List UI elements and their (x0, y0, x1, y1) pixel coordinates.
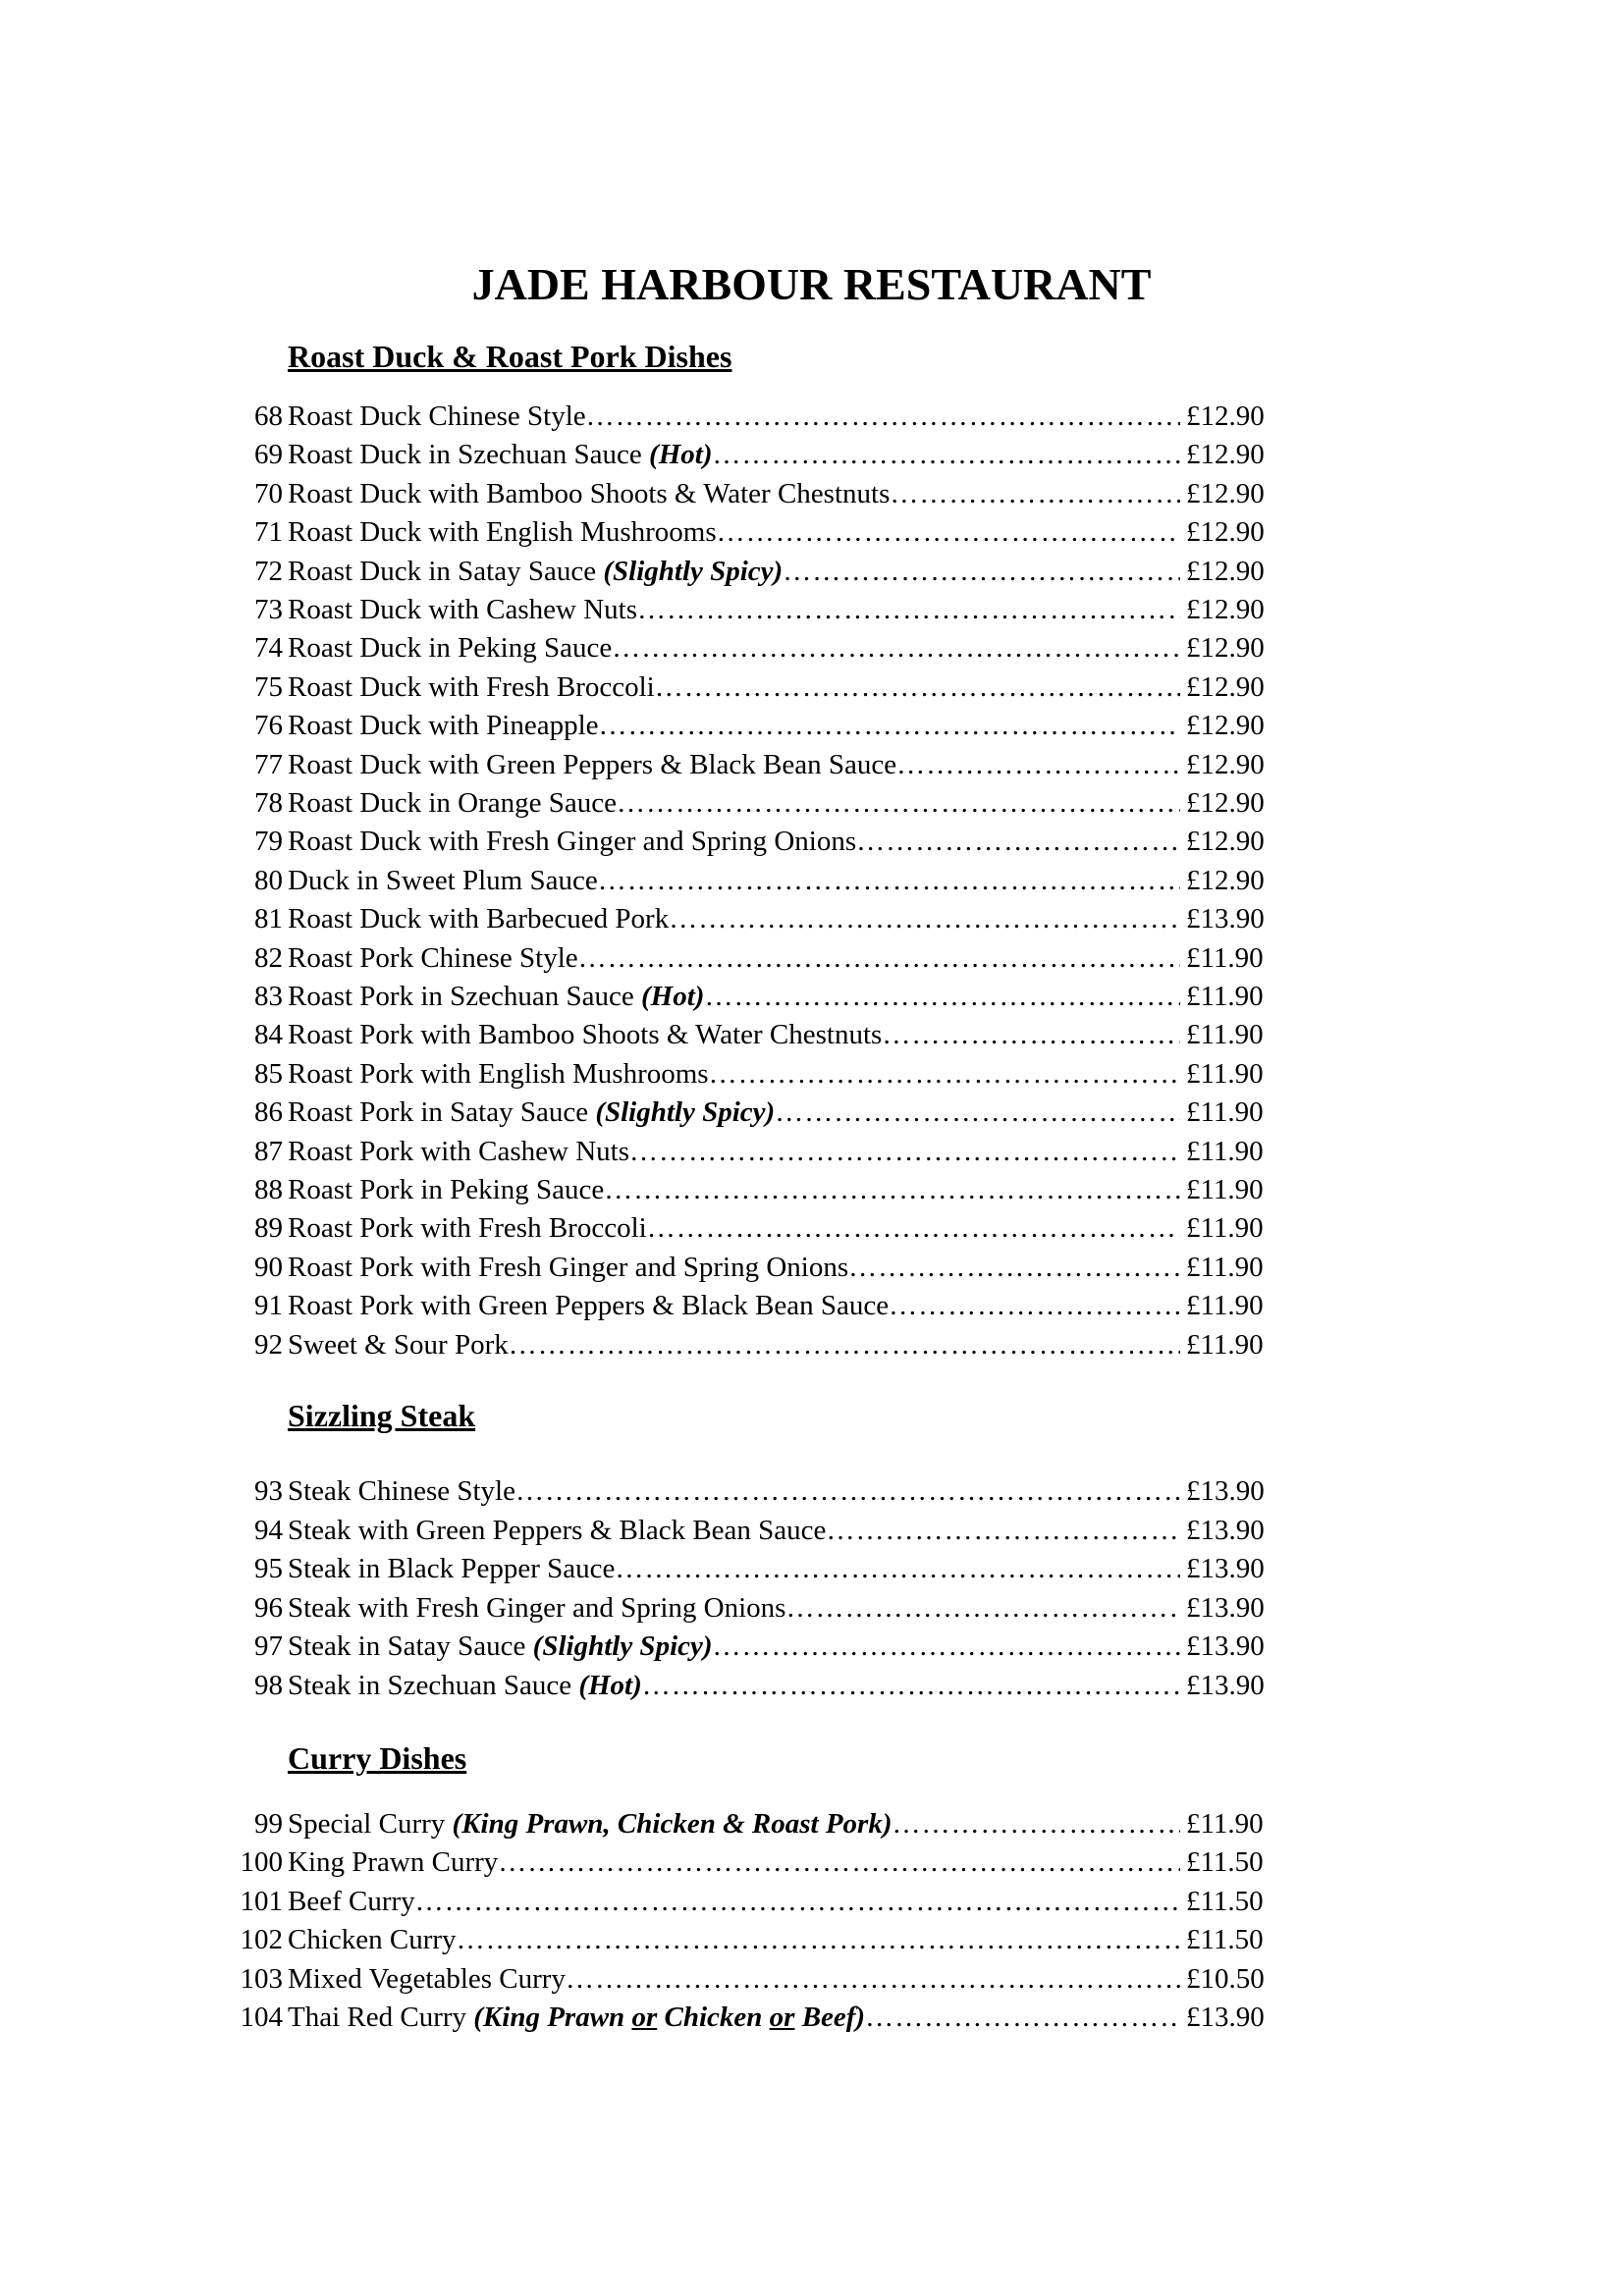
item-name: Chicken Curry (288, 1924, 457, 1956)
menu-item (0, 707, 1623, 745)
item-price: £11.90 (1186, 1251, 1264, 1283)
item-number: 100 (240, 1846, 283, 1879)
dot-leader (578, 939, 1180, 978)
item-line (288, 1171, 1180, 1209)
item-note: (King Prawn or Chicken or Beef) (473, 2002, 866, 2033)
item-price: £12.90 (1186, 710, 1265, 742)
dot-leader (712, 436, 1180, 474)
menu-item (0, 398, 1623, 436)
item-line (288, 1843, 1180, 1882)
menu-item (0, 1628, 1623, 1666)
menu-item (0, 900, 1623, 938)
menu-item (0, 1133, 1623, 1171)
item-line (288, 553, 1180, 591)
item-name: Roast Duck with Green Peppers & Black Bean Sauce (288, 748, 897, 780)
menu-item (0, 1843, 1623, 1882)
item-number: 98 (254, 1670, 283, 1701)
dot-leader (882, 1016, 1180, 1054)
item-price: £12.90 (1186, 555, 1265, 587)
item-line (288, 1960, 1180, 1999)
item-price: £13.90 (1186, 1553, 1265, 1585)
item-name: Roast Duck with English Mushrooms (288, 516, 717, 549)
menu-item (0, 1805, 1623, 1843)
menu-item (0, 862, 1623, 900)
item-price: £11.90 (1186, 981, 1264, 1012)
item-price: £10.50 (1186, 1962, 1265, 1995)
item-price: £11.90 (1186, 1290, 1264, 1322)
item-number: 85 (254, 1057, 283, 1090)
item-name: Sweet & Sour Pork (288, 1328, 509, 1361)
dot-leader (783, 553, 1180, 591)
dot-leader (889, 1287, 1180, 1325)
item-name: Roast Pork with English Mushrooms (288, 1057, 709, 1090)
item-number: 78 (254, 787, 283, 819)
item-price: £11.90 (1186, 1212, 1264, 1245)
menu-item (0, 668, 1623, 707)
item-name: Roast Pork with Fresh Ginger and Spring Onions (288, 1251, 849, 1283)
menu-item (0, 1094, 1623, 1132)
item-price: £13.90 (1186, 1475, 1265, 1507)
item-name: Roast Pork in Peking Sauce (288, 1174, 605, 1205)
item-number: 70 (254, 477, 283, 509)
item-line (288, 1628, 1180, 1666)
item-price: £11.90 (1186, 1328, 1264, 1361)
item-name: Roast Duck with Fresh Ginger and Spring Onions (288, 826, 857, 858)
section-heading: Roast Duck & Roast Pork Dishes (288, 339, 732, 374)
item-line (288, 1472, 1180, 1511)
item-number: 102 (240, 1924, 283, 1956)
item-number: 80 (254, 864, 283, 896)
item-name: Roast Pork with Green Peppers & Black Bean Sauce (288, 1290, 890, 1322)
item-line (288, 978, 1180, 1016)
item-line (288, 436, 1180, 474)
item-name: Roast Pork in Szechuan Sauce (Hot) (288, 981, 705, 1012)
item-name: Beef Curry (288, 1885, 415, 1917)
menu-item (0, 436, 1623, 474)
dot-leader (892, 1805, 1180, 1843)
item-name: Duck in Sweet Plum Sauce (288, 864, 598, 896)
item-number: 86 (254, 1096, 283, 1129)
item-line (288, 1055, 1180, 1094)
item-line (288, 1249, 1180, 1287)
item-name: Roast Pork in Satay Sauce (Slightly Spicy) (288, 1096, 776, 1129)
menu-item (0, 1287, 1623, 1325)
menu-item (0, 1249, 1623, 1287)
item-line (288, 823, 1180, 861)
item-price: £12.90 (1186, 516, 1265, 549)
menu-item (0, 1883, 1623, 1921)
item-line (288, 1016, 1180, 1054)
item-name: Roast Duck with Pineapple (288, 710, 599, 742)
item-line (288, 1287, 1180, 1325)
item-line (288, 398, 1180, 436)
item-name: Roast Duck in Orange Sauce (288, 787, 618, 819)
item-name: Roast Duck with Cashew Nuts (288, 594, 638, 625)
item-number: 94 (254, 1514, 283, 1546)
section-heading: Curry Dishes (288, 1740, 467, 1776)
item-price: £12.90 (1186, 632, 1265, 665)
dot-leader (709, 1055, 1180, 1094)
item-number: 99 (254, 1808, 283, 1840)
dot-leader (509, 1326, 1180, 1364)
item-note: (Slightly Spicy) (603, 555, 784, 587)
item-price: £12.90 (1186, 748, 1265, 780)
menu-item (0, 1550, 1623, 1588)
item-price: £12.90 (1186, 826, 1265, 858)
item-number: 87 (254, 1135, 283, 1167)
item-note: (Slightly Spicy) (595, 1096, 776, 1129)
item-price: £13.90 (1186, 2002, 1265, 2033)
dot-leader (515, 1472, 1180, 1511)
item-number: 91 (254, 1290, 283, 1322)
dot-leader (415, 1883, 1180, 1921)
dot-leader (717, 513, 1180, 552)
item-number: 79 (254, 826, 283, 858)
menu-item (0, 746, 1623, 784)
item-price: £12.90 (1186, 864, 1265, 896)
menu-item (0, 939, 1623, 978)
item-number: 89 (254, 1212, 283, 1245)
dot-leader (704, 978, 1180, 1016)
item-note: (Hot) (641, 981, 705, 1012)
item-name: Roast Pork with Bamboo Shoots & Water Chestnuts (288, 1019, 883, 1051)
menu-item (0, 1667, 1623, 1705)
menu-item (0, 1512, 1623, 1550)
dot-leader (669, 900, 1180, 938)
item-line (288, 1805, 1180, 1843)
item-line (288, 1589, 1180, 1628)
item-price: £11.50 (1186, 1924, 1264, 1956)
dot-leader (498, 1843, 1180, 1882)
item-price: £12.90 (1186, 594, 1265, 625)
item-line (288, 862, 1180, 900)
item-name: Steak in Szechuan Sauce (Hot) (288, 1670, 642, 1701)
item-number: 95 (254, 1553, 283, 1585)
item-name: Roast Duck in Peking Sauce (288, 632, 613, 665)
item-line (288, 1094, 1180, 1132)
item-number: 76 (254, 710, 283, 742)
item-name: Steak with Fresh Ginger and Spring Onions (288, 1591, 786, 1624)
item-name: Roast Duck in Szechuan Sauce (Hot) (288, 439, 713, 471)
item-price: £13.90 (1186, 1514, 1265, 1546)
item-name: Steak with Green Peppers & Black Bean Sauce (288, 1514, 827, 1546)
menu-item (0, 475, 1623, 513)
item-name: Steak Chinese Style (288, 1475, 515, 1507)
menu-item (0, 553, 1623, 591)
item-line (288, 629, 1180, 667)
item-name: Special Curry (King Prawn, Chicken & Roast Pork) (288, 1808, 893, 1840)
item-line (288, 1667, 1180, 1705)
item-number: 77 (254, 748, 283, 780)
item-price: £11.50 (1186, 1885, 1264, 1917)
item-line (288, 1209, 1180, 1248)
item-line (288, 746, 1180, 784)
item-number: 69 (254, 439, 283, 471)
menu-item (0, 1016, 1623, 1054)
dot-leader (599, 707, 1180, 745)
item-price: £12.90 (1186, 477, 1265, 509)
item-line (288, 1550, 1180, 1588)
item-price: £11.90 (1186, 1096, 1264, 1129)
item-note: (King Prawn, Chicken & Roast Pork) (452, 1808, 893, 1840)
dot-leader (617, 784, 1180, 823)
item-line (288, 900, 1180, 938)
dot-leader (655, 668, 1180, 707)
item-name: Mixed Vegetables Curry (288, 1962, 566, 1995)
item-note: (Hot) (649, 439, 713, 471)
dot-leader (713, 1628, 1180, 1666)
item-line (288, 784, 1180, 823)
item-number: 74 (254, 632, 283, 665)
item-price: £13.90 (1186, 1630, 1265, 1663)
menu-item (0, 629, 1623, 667)
item-price: £11.90 (1186, 1135, 1264, 1167)
item-note: (Slightly Spicy) (532, 1630, 713, 1663)
item-line (288, 1326, 1180, 1364)
page-title: JADE HARBOUR RESTAURANT (471, 259, 1152, 309)
section-heading: Sizzling Steak (288, 1398, 476, 1433)
item-name: Roast Pork with Cashew Nuts (288, 1135, 629, 1167)
dot-leader (604, 1171, 1180, 1209)
item-price: £12.90 (1186, 439, 1265, 471)
item-price: £11.90 (1186, 1057, 1264, 1090)
dot-leader (865, 1999, 1180, 2037)
item-price: £12.90 (1186, 670, 1265, 703)
item-name: Roast Duck Chinese Style (288, 400, 586, 432)
item-line (288, 1883, 1180, 1921)
item-number: 81 (254, 903, 283, 935)
dot-leader (642, 1667, 1180, 1705)
item-price: £13.90 (1186, 1670, 1265, 1701)
dot-leader (566, 1960, 1180, 1999)
item-name: Roast Duck with Fresh Broccoli (288, 670, 655, 703)
item-line (288, 1999, 1180, 2037)
menu-item (0, 513, 1623, 552)
item-name: Roast Duck in Satay Sauce (Slightly Spicy) (288, 555, 784, 587)
item-name: Steak in Black Pepper Sauce (288, 1553, 616, 1585)
item-number: 90 (254, 1251, 283, 1283)
menu-item (0, 1921, 1623, 1959)
item-number: 92 (254, 1328, 283, 1361)
item-price: £11.90 (1186, 1019, 1264, 1051)
item-line (288, 1921, 1180, 1959)
dot-leader (612, 629, 1180, 667)
item-line (288, 939, 1180, 978)
dot-leader (896, 746, 1180, 784)
menu-item (0, 1960, 1623, 1999)
item-number: 101 (240, 1885, 283, 1917)
item-number: 72 (254, 555, 283, 587)
item-number: 93 (254, 1475, 283, 1507)
item-number: 96 (254, 1591, 283, 1624)
item-number: 82 (254, 941, 283, 974)
item-price: £12.90 (1186, 400, 1265, 432)
dot-leader (457, 1921, 1180, 1959)
dot-leader (629, 1133, 1180, 1171)
item-price: £11.90 (1186, 1808, 1264, 1840)
item-line (288, 1133, 1180, 1171)
item-price: £11.90 (1186, 941, 1264, 974)
menu-item (0, 1326, 1623, 1364)
dot-leader (637, 591, 1180, 629)
item-number: 68 (254, 400, 283, 432)
item-name: Roast Duck with Bamboo Shoots & Water Chestnuts (288, 477, 891, 509)
menu-item (0, 1209, 1623, 1248)
item-number: 71 (254, 516, 283, 549)
item-line (288, 475, 1180, 513)
item-name: Steak in Satay Sauce (Slightly Spicy) (288, 1630, 713, 1663)
item-name: Roast Pork with Fresh Broccoli (288, 1212, 647, 1245)
item-line (288, 668, 1180, 707)
item-line (288, 1512, 1180, 1550)
dot-leader (586, 398, 1180, 436)
item-price: £13.90 (1186, 1591, 1265, 1624)
item-number: 104 (240, 2002, 283, 2033)
menu-item (0, 1999, 1623, 2037)
menu-item (0, 1589, 1623, 1628)
item-name: Roast Duck with Barbecued Pork (288, 903, 670, 935)
item-line (288, 707, 1180, 745)
item-number: 84 (254, 1019, 283, 1051)
item-name: Roast Pork Chinese Style (288, 941, 578, 974)
item-number: 103 (240, 1962, 283, 1995)
item-number: 88 (254, 1174, 283, 1205)
menu-item (0, 1472, 1623, 1511)
item-number: 83 (254, 981, 283, 1012)
item-name: King Prawn Curry (288, 1846, 499, 1879)
item-price: £13.90 (1186, 903, 1265, 935)
dot-leader (890, 475, 1180, 513)
dot-leader (775, 1094, 1180, 1132)
dot-leader (848, 1249, 1180, 1287)
dot-leader (856, 823, 1180, 861)
dot-leader (647, 1209, 1180, 1248)
menu-item (0, 823, 1623, 861)
menu-item (0, 784, 1623, 823)
menu-item (0, 591, 1623, 629)
dot-leader (785, 1589, 1180, 1628)
menu-item (0, 1055, 1623, 1094)
item-price: £11.90 (1186, 1174, 1264, 1205)
item-line (288, 591, 1180, 629)
item-note: (Hot) (578, 1670, 642, 1701)
item-name: Thai Red Curry (King Prawn or Chicken or Beef) (288, 2002, 866, 2033)
menu-item (0, 1171, 1623, 1209)
item-number: 97 (254, 1630, 283, 1663)
item-price: £12.90 (1186, 787, 1265, 819)
item-price: £11.50 (1186, 1846, 1264, 1879)
dot-leader (826, 1512, 1180, 1550)
item-number: 73 (254, 594, 283, 625)
item-number: 75 (254, 670, 283, 703)
dot-leader (598, 862, 1180, 900)
dot-leader (615, 1550, 1180, 1588)
item-line (288, 513, 1180, 552)
menu-item (0, 978, 1623, 1016)
